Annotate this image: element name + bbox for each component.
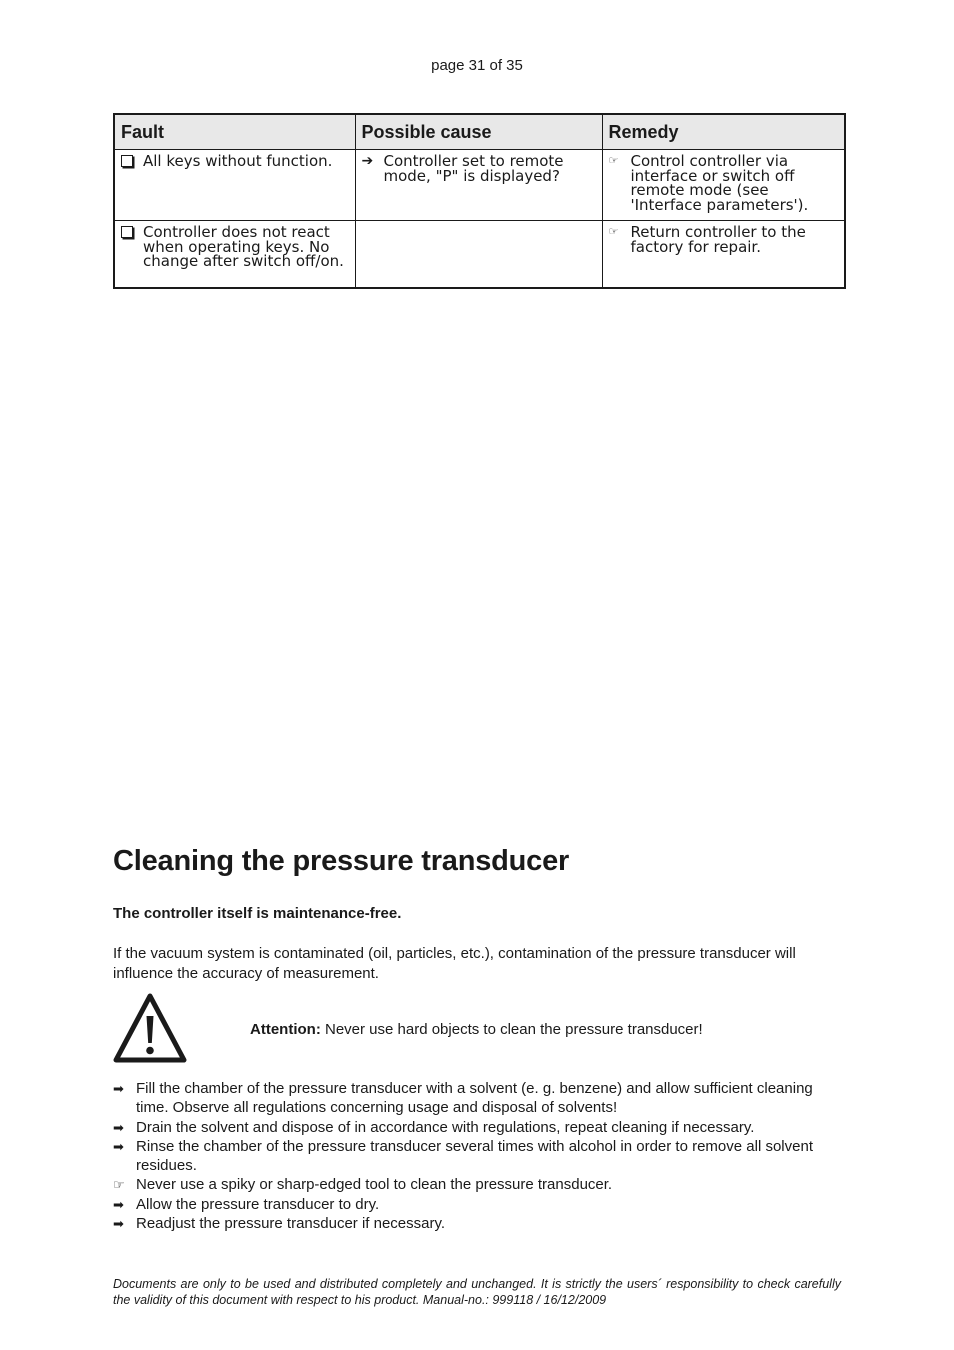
maintenance-statement: The controller itself is maintenance-free. <box>113 905 402 922</box>
arrow-icon: ➡ <box>113 1138 124 1154</box>
column-header-remedy: Remedy <box>602 114 845 150</box>
fault-cell <box>114 221 355 289</box>
attention-note <box>250 1021 703 1038</box>
fault-text: All keys without function. <box>143 152 333 170</box>
step-text: Rinse the chamber of the pressure transducer several times with alcohol in order to remove all solvent residues. <box>136 1137 813 1175</box>
section-title: Cleaning the pressure transducer <box>113 845 570 877</box>
arrow-icon: ➡ <box>113 1119 124 1135</box>
list-item <box>113 1195 848 1214</box>
remedy-text: Return controller to the factory for repair. <box>630 223 806 256</box>
arrow-icon: ➡ <box>113 1196 124 1212</box>
remedy-text: Control controller via interface or switch off remote mode (see 'Interface parameters'). <box>630 152 809 214</box>
attention-label: Attention: <box>250 1021 321 1038</box>
cause-text: Controller set to remote mode, "P" is displayed? <box>383 152 564 185</box>
list-item <box>113 1118 848 1137</box>
step-text: Fill the chamber of the pressure transducer with a solvent (e. g. benzene) and allow sufficient cleaning time. Observe all regulations concerning usage and disposal of solvents! <box>136 1080 813 1117</box>
step-text: Readjust the pressure transducer if necessary. <box>136 1215 446 1233</box>
fault-cell <box>114 150 355 221</box>
checkbox-bullet-icon <box>121 225 143 242</box>
table-row <box>114 221 845 289</box>
table-header-row <box>114 114 845 150</box>
table-row <box>114 150 845 221</box>
step-text: Allow the pressure transducer to dry. <box>136 1195 380 1213</box>
contamination-paragraph: If the vacuum system is contaminated (oil, particles, etc.), contamination of the pressure transducer will influence the accuracy of measurement. <box>113 945 796 982</box>
list-item <box>113 1137 848 1176</box>
attention-text: Never use hard objects to clean the pressure transducer! <box>324 1021 703 1038</box>
remedy-cell <box>602 221 845 289</box>
fault-table <box>113 113 846 289</box>
fault-text: Controller does not react when operating keys. No change after switch off/on. <box>143 223 344 270</box>
column-header-possible-cause: Possible cause <box>355 114 602 150</box>
cleaning-steps-list <box>113 1079 848 1233</box>
list-item <box>113 1175 848 1194</box>
cause-cell <box>355 221 602 289</box>
step-text: Never use a spiky or sharp-edged tool to clean the pressure transducer. <box>136 1176 613 1194</box>
pointing-hand-icon: ☞ <box>608 154 619 167</box>
cause-cell <box>355 150 602 221</box>
pointing-hand-icon: ☞ <box>113 1177 125 1193</box>
list-item <box>113 1214 848 1233</box>
pointing-hand-icon: ☞ <box>608 225 619 238</box>
page-number: page 31 of 35 <box>431 57 523 74</box>
step-text: Drain the solvent and dispose of in accordance with regulations, repeat cleaning if necessary. <box>136 1118 755 1136</box>
list-item <box>113 1079 848 1118</box>
footer-disclaimer: Documents are only to be used and distributed completely and unchanged. It is strictly the users´ responsibility to check carefully the validity of this document with respect to his product. Manual-no.: 999118 / 16/12/2009 <box>113 1277 841 1307</box>
warning-triangle-icon <box>112 992 188 1066</box>
checkbox-bullet-icon <box>121 154 143 171</box>
remedy-cell <box>602 150 845 221</box>
arrow-icon: ➡ <box>113 1081 124 1096</box>
arrow-icon: ➡ <box>113 1216 124 1232</box>
arrow-icon: ➔ <box>361 153 374 169</box>
column-header-fault: Fault <box>114 114 355 150</box>
